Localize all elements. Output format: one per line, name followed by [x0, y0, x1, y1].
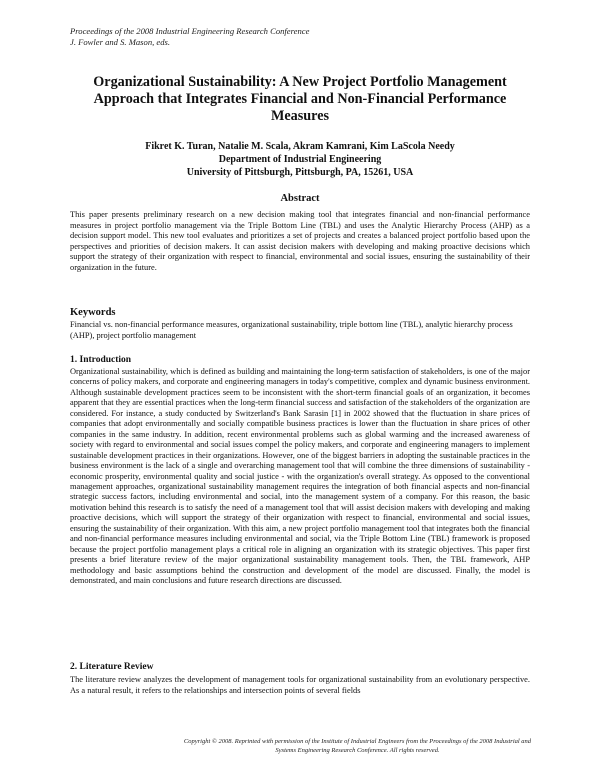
author-block: [70, 140, 530, 179]
keywords-heading: Keywords: [70, 307, 116, 318]
copyright-footer: Copyright © 2008. Reprinted with permission of the Institute of Industrial Engineers from the Proceedings of the 2008 Industrial and Systems Engineering Research Conference. All rights reserved.: [183, 738, 532, 754]
introduction-heading: 1. Introduction: [70, 355, 132, 365]
conference-name: Proceedings of the 2008 Industrial Engineering Research Conference: [70, 26, 310, 36]
author-names: Fikret K. Turan, Natalie M. Scala, Akram Kamrani, Kim LaScola Needy: [145, 141, 455, 152]
abstract-text: This paper presents preliminary research on a new decision making tool that integrates financial and non-financial performance measures in project portfolio management via the Triple Bottom Line (TBL) and uses the Analytic Hierarchy Process (AHP) as a decision support model. This new tool evaluates and prioritizes a set of projects and creates a balanced project portfolio based upon the perspectives and priorities of decision makers. It can assist decision makers with developing and making proactive decisions which support the strategy of their organization with respect to financial, environmental and social issues, ensuring the sustainability of their organization in the future.: [70, 210, 530, 272]
literature-review-text: The literature review analyzes the development of management tools for organizational sustainability from an evolutionary perspective. As a natural result, it refers to the relationships and intersection points of several fields: [70, 675, 530, 695]
keywords-text: Financial vs. non-financial performance measures, organizational sustainability, triple bottom line (TBL), analytic hierarchy process (AHP), project portfolio management: [70, 320, 513, 340]
literature-review-heading: 2. Literature Review: [70, 662, 154, 672]
paper-title: Organizational Sustainability: A New Project Portfolio Management Approach that Integrates Financial and Non-Financial Performance Measures: [93, 74, 507, 124]
author-department: Department of Industrial Engineering: [218, 154, 382, 165]
conference-editors: J. Fowler and S. Mason, eds.: [70, 37, 171, 47]
conference-header: [70, 26, 530, 48]
introduction-text: Organizational sustainability, which is defined as building and maintaining the long-term satisfaction of stakeholders, is one of the major concerns of policy makers, and corporate and engineering managers in today's competitive, complex and dynamic business environment. Although sustainable development practices seem to be inconsistent with the short-term financial goals of an organization, it becomes apparent that they are essential practices when the long-term financial success and satisfaction of the stakeholders of the organization are considered. For instance, a study conducted by Switzerland's Bank Sarasin [1] in 2002 showed that the fluctuation in share prices of companies that adopt environmentally and socially compatible business practices is lower than the fluctuation in share prices of other companies in the same industry. In addition, recent environmental problems such as global warming and the increased awareness of society with regard to environmental and social issues compel the policy makers, and corporate and engineering managers to implement sustainable development practices in their organizations. However, one of the biggest barriers in adopting the sustainable practices in the business environment is the lack of a single and overarching management tool that will combine the three dimensions of sustainability - economic prosperity, environmental quality and social justice - with the organization's overall strategy. As opposed to the conventional management approaches, organizational sustainability management requires the integration of both financial aspects and non-financial strategic success factors, including environmental and social, into the management system of a company. For this reason, the basic motivation behind this research is to satisfy the need of a management tool that will assist decision makers with developing and making proactive decisions, which will support the strategy of their organization with respect to financial, environmental and social issues, ensuring the sustainability of their organization. With this aim, a new project portfolio management tool that integrates both the financial and non-financial performance measures including environmental and social, via the Triple Bottom Line (TBL) framework is proposed because the project portfolio management plays a critical role in aligning an organization with its strategic objectives. This paper first presents a brief literature review of the major organizational sustainability management tools. Then, the TBL framework, AHP methodology and basic assumptions behind the construction and development of the model are discussed. Finally, the model is demonstrated, and main conclusions and future research directions are discussed.: [70, 367, 530, 586]
author-institution: University of Pittsburgh, Pittsburgh, PA, 15261, USA: [186, 167, 414, 178]
abstract-heading: Abstract: [280, 193, 320, 204]
